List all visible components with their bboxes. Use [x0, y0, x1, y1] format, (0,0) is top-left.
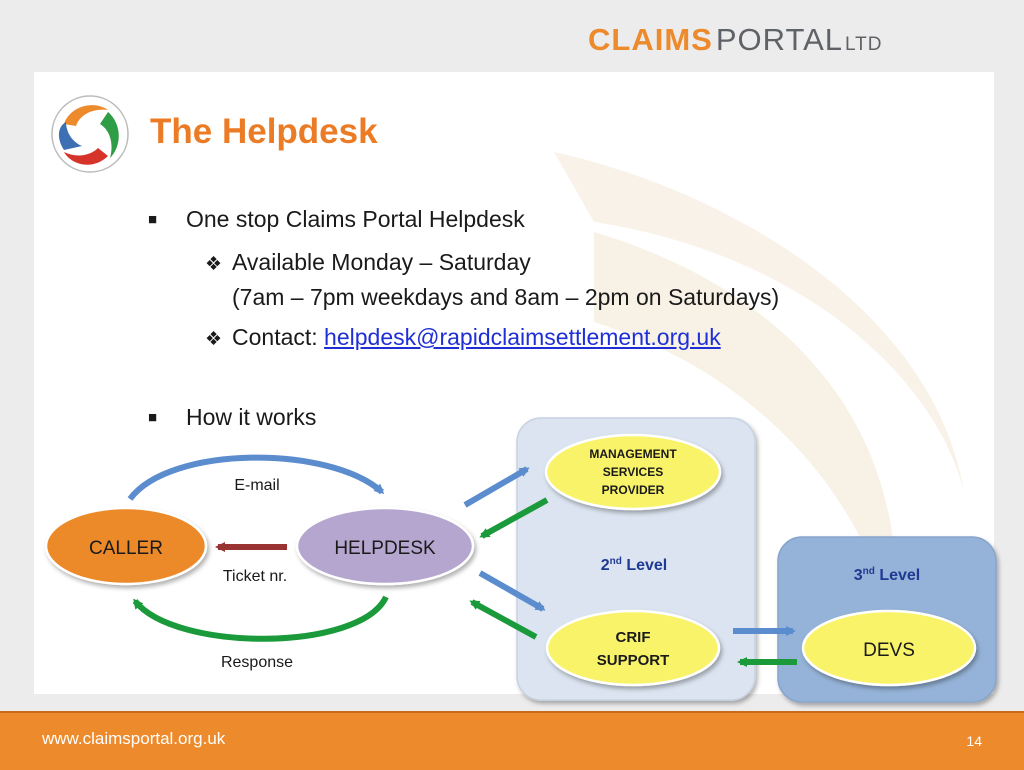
email-label: E-mail: [234, 477, 280, 494]
crif-label-line2: SUPPORT: [596, 652, 670, 669]
availability-line2: (7am – 7pm weekdays and 8am – 2pm on Saturdays): [232, 284, 780, 310]
level3-label: 3nd Level: [853, 566, 921, 584]
ticket-label: Ticket nr.: [222, 568, 288, 585]
diamond-bullet-icon: ❖: [205, 254, 223, 275]
level2-label: 2nd Level: [600, 556, 668, 574]
square-bullet-icon: ■: [148, 409, 158, 426]
footer-bar: [0, 711, 1024, 770]
brand-ltd: LTD: [845, 33, 883, 55]
contact-email-link[interactable]: helpdesk@rapidclaimsettlement.org.uk: [324, 324, 721, 350]
msp-label-line3: PROVIDER: [601, 483, 665, 497]
page-number: 14: [966, 733, 982, 749]
crif-support-node: [547, 611, 719, 685]
page-title: The Helpdesk: [150, 112, 378, 151]
bullet-how-text: How it works: [186, 404, 317, 430]
bullet-helpdesk-text: One stop Claims Portal Helpdesk: [186, 206, 525, 232]
devs-label: DEVS: [863, 640, 915, 661]
msp-label-line1: MANAGEMENT: [589, 447, 677, 461]
diamond-bullet-icon: ❖: [205, 329, 223, 350]
crif-label-line1: CRIF: [615, 629, 651, 646]
square-bullet-icon: ■: [148, 211, 158, 228]
contact-label: Contact:: [232, 324, 325, 350]
helpdesk-label: HELPDESK: [334, 538, 436, 559]
response-arrow: [135, 597, 386, 639]
response-label: Response: [220, 654, 294, 671]
caller-label: CALLER: [89, 538, 163, 559]
availability-line1: Available Monday – Saturday: [232, 249, 531, 275]
brand-claims: CLAIMS: [588, 22, 713, 57]
brand-portal: PORTAL: [715, 22, 843, 57]
footer-url[interactable]: www.claimsportal.org.uk: [42, 729, 226, 748]
msp-label-line2: SERVICES: [602, 465, 664, 479]
